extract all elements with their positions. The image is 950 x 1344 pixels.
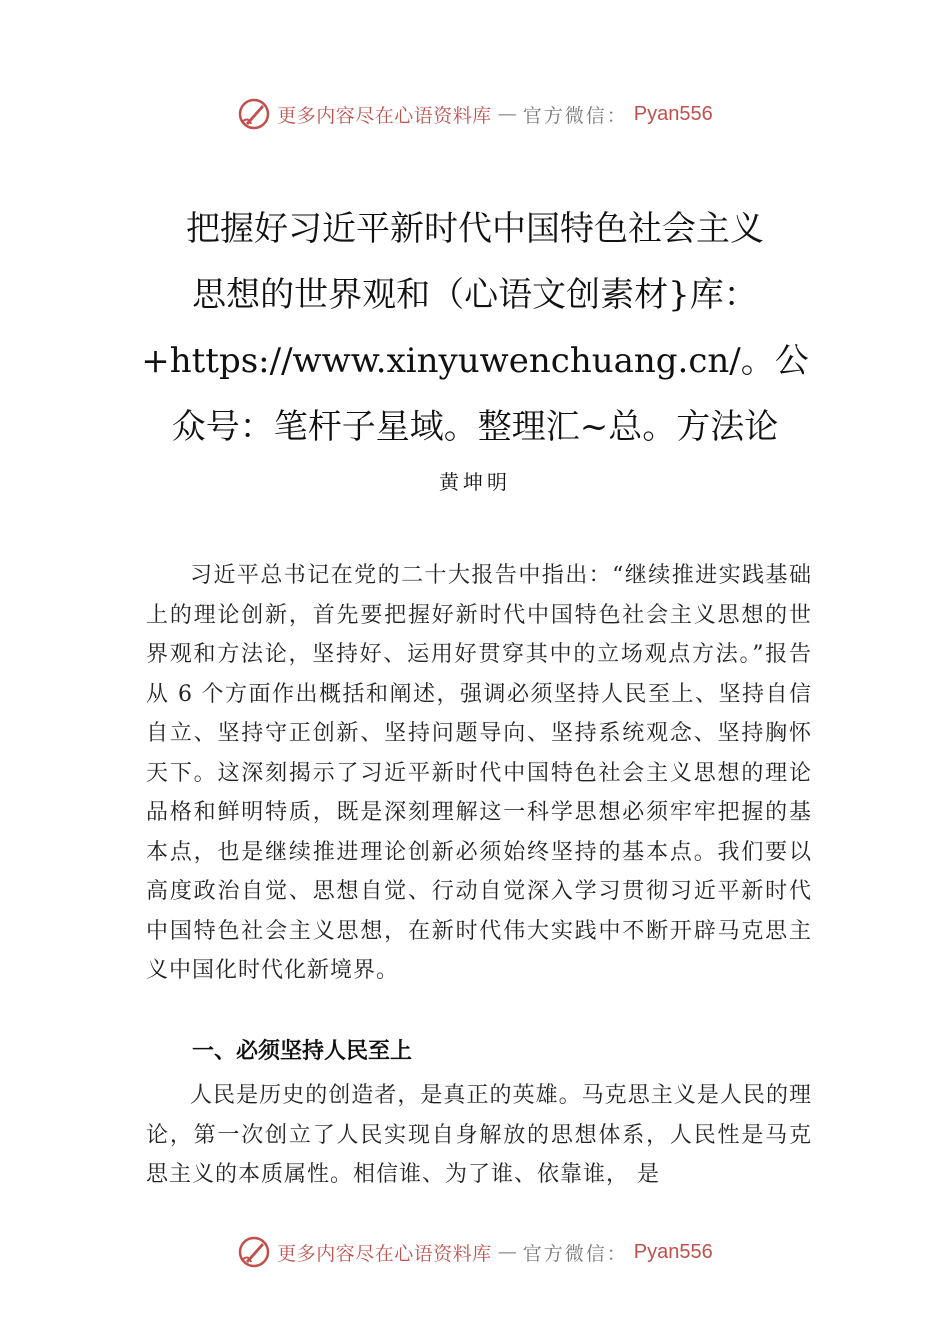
title-line-2: 思想的世界观和（心语文创素材}库： bbox=[192, 275, 758, 315]
quill-logo-icon bbox=[237, 97, 271, 131]
paragraph-section-1: 人民是历史的创造者，是真正的英雄。马克思主义是人民的理论，第一次创立了人民实现自身解放的思想体系，人民性是马克思主义的本质属性。相信谁、为了谁、依靠谁， 是 bbox=[146, 1083, 812, 1187]
footer-banner bbox=[0, 1232, 950, 1272]
title-line-4: 众号：笔杆子星域。整理汇~总。方法论 bbox=[171, 407, 779, 447]
paragraph-intro: 习近平总书记在党的二十大报告中指出：“继续推进实践基础上的理论创新，首先要把握好新时代中国特色社会主义思想的世界观和方法论，坚持好、运用好贯穿其中的立场观点方法。”报告从 6 个方面作出概括和阐述，强调必须坚持人民至上、坚持自信自立、坚持守正创新、坚持问题导向、坚持系统观念、坚持胸怀天下。这深刻揭示了习近平新时代中国特色社会主义思想的理论品格和鲜明特质，既是深刻理解这一科学思想必须牢牢把握的基本点，也是继续推进理论创新必须始终坚持的基本点。我们要以高度政治自觉、思想自觉、行动自觉深入学习贯彻习近平新时代中国特色社会主义思想，在新时代伟大实践中不断开辟马克思主义中国化时代化新境界。 bbox=[146, 563, 812, 983]
quill-logo-icon bbox=[237, 1235, 271, 1269]
banner-wechat-id: Pyan556 bbox=[633, 1240, 713, 1263]
banner-separator: — bbox=[497, 103, 517, 125]
title-line-3: +https://www.xinyuwenchuang.cn/。公 bbox=[141, 341, 809, 381]
document-title bbox=[100, 196, 850, 460]
banner-separator: — bbox=[497, 1241, 517, 1263]
header-banner bbox=[0, 94, 950, 134]
banner-text: 更多内容尽在心语资料库 bbox=[277, 104, 492, 127]
banner-wechat-label: 官方微信： bbox=[522, 1242, 628, 1265]
section-heading-1: 一、必须坚持人民至上 bbox=[192, 1039, 413, 1064]
title-line-1: 把握好习近平新时代中国特色社会主义 bbox=[186, 209, 764, 249]
banner-text: 更多内容尽在心语资料库 bbox=[277, 1242, 492, 1265]
banner-wechat-label: 官方微信： bbox=[522, 104, 628, 127]
banner-wechat-id: Pyan556 bbox=[633, 102, 713, 125]
author-name: 黄坤明 bbox=[439, 470, 511, 494]
